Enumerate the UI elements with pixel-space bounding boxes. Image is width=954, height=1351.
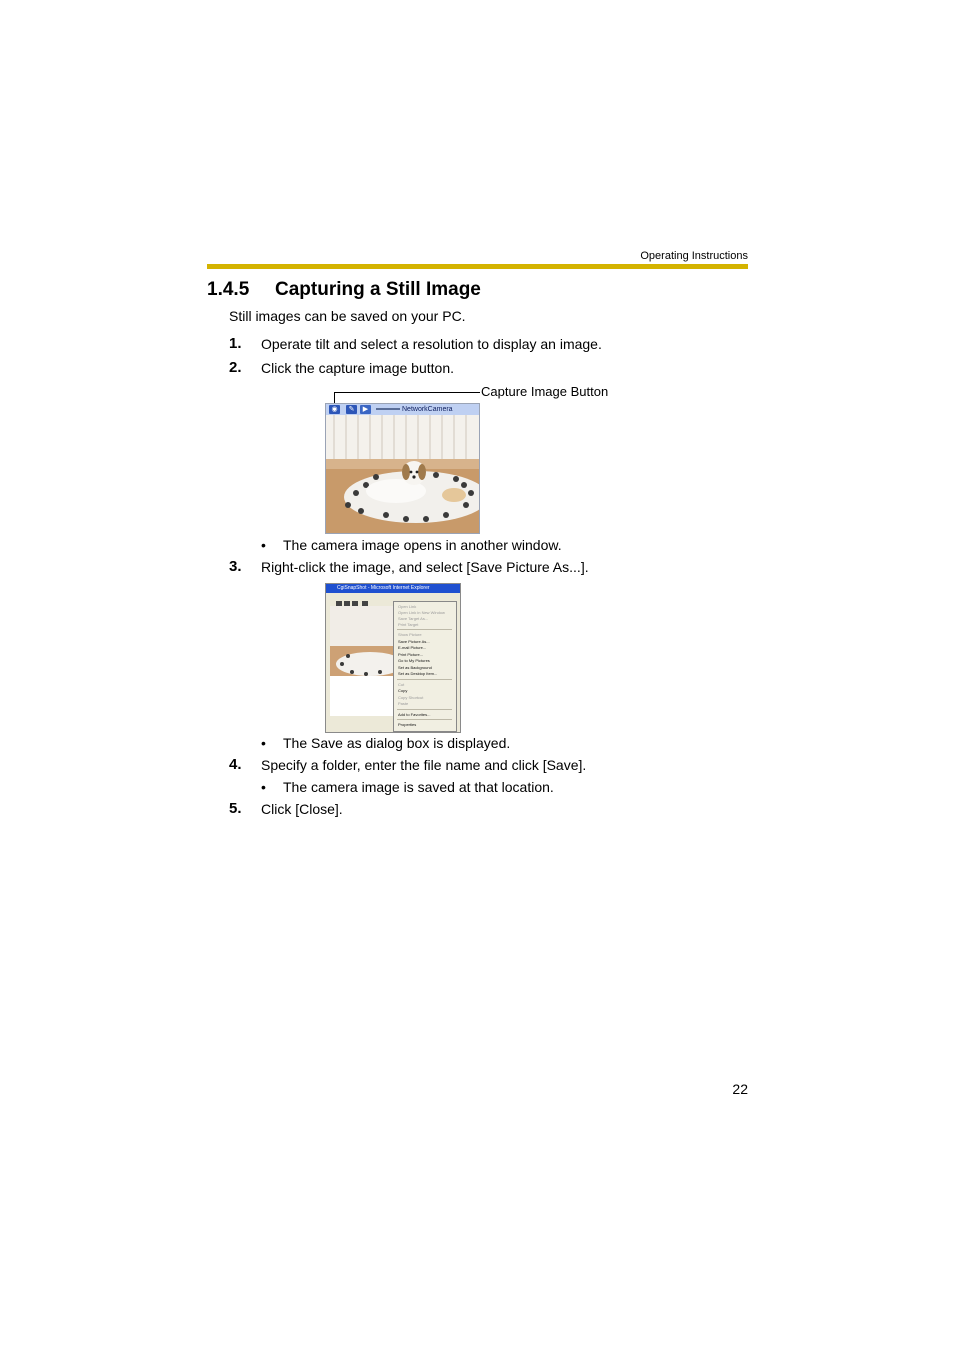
bullet-marker: • [261,779,266,795]
menu-save-picture-as[interactable]: Save Picture As... [398,639,430,644]
bullet-2-text: The Save as dialog box is displayed. [283,735,511,751]
menu-separator [397,709,452,710]
browser-titlebar [326,584,460,593]
bullet-1-text: The camera image opens in another window. [283,537,562,553]
page-number: 22 [732,1081,748,1097]
camera-photo [326,415,479,533]
step-4-text: Specify a folder, enter the file name and click [Save]. [261,757,587,773]
menu-open-link[interactable]: Open Link [398,604,417,609]
step-5-text: Click [Close]. [261,801,343,817]
intro-text: Still images can be saved on your PC. [229,308,466,324]
menu-paste[interactable]: Paste [398,701,409,706]
menu-add-to-favorites[interactable]: Add to Favorites... [398,712,431,717]
speaker-icon[interactable]: ▶ [360,405,371,414]
volume-slider[interactable] [376,408,400,410]
menu-show-picture[interactable]: Show Picture [398,632,422,637]
section-number: 1.4.5 [207,279,250,300]
step-2-number: 2. [229,359,242,376]
menu-copy[interactable]: Copy [398,688,408,693]
section-heading: Capturing a Still Image [275,279,481,300]
camera-icon[interactable]: ◉ [329,405,340,414]
viewer-title: NetworkCamera [402,406,453,413]
step-1-number: 1. [229,335,242,352]
menu-go-to-my-pictures[interactable]: Go to My Pictures [398,658,430,663]
menu-set-as-background[interactable]: Set as Background [398,665,432,670]
menu-separator [397,629,452,630]
menu-save-target-as[interactable]: Save Target As... [398,616,429,621]
bullet-3-text: The camera image is saved at that location. [283,779,554,795]
viewer-toolbar [326,404,479,415]
menu-set-as-desktop-item[interactable]: Set as Desktop Item... [398,671,438,676]
step-4-number: 4. [229,756,242,773]
callout-label: Capture Image Button [481,384,609,399]
menu-print-picture[interactable]: Print Picture... [398,652,424,657]
step-3-text: Right-click the image, and select [Save Picture As...]. [261,559,589,575]
section-title [207,279,481,301]
browser-window-screenshot [325,583,461,733]
menu-cut[interactable]: Cut [398,682,405,687]
step-3-number: 3. [229,558,242,575]
step-2-text: Click the capture image button. [261,360,454,376]
bullet-marker: • [261,735,266,751]
menu-properties[interactable]: Properties [398,722,417,727]
browser-photo [330,606,394,716]
browser-window-title: CgiSnapShot - Microsoft Internet Explorer [337,585,430,591]
bullet-marker: • [261,537,266,553]
microphone-icon[interactable]: ✎ [346,405,357,414]
menu-print-target[interactable]: Print Target [398,622,419,627]
header-rule [207,264,748,269]
menu-separator [397,679,452,680]
camera-viewer-screenshot [325,403,480,534]
menu-separator [397,719,452,720]
running-header: Operating Instructions [640,250,748,262]
menu-email-picture[interactable]: E-mail Picture... [398,645,427,650]
context-menu [393,601,457,732]
menu-copy-shortcut[interactable]: Copy Shortcut [398,695,424,700]
callout-line [334,392,480,393]
step-5-number: 5. [229,800,242,817]
menu-open-link-new-window[interactable]: Open Link in New Window [398,610,445,615]
step-1-text: Operate tilt and select a resolution to display an image. [261,336,602,352]
